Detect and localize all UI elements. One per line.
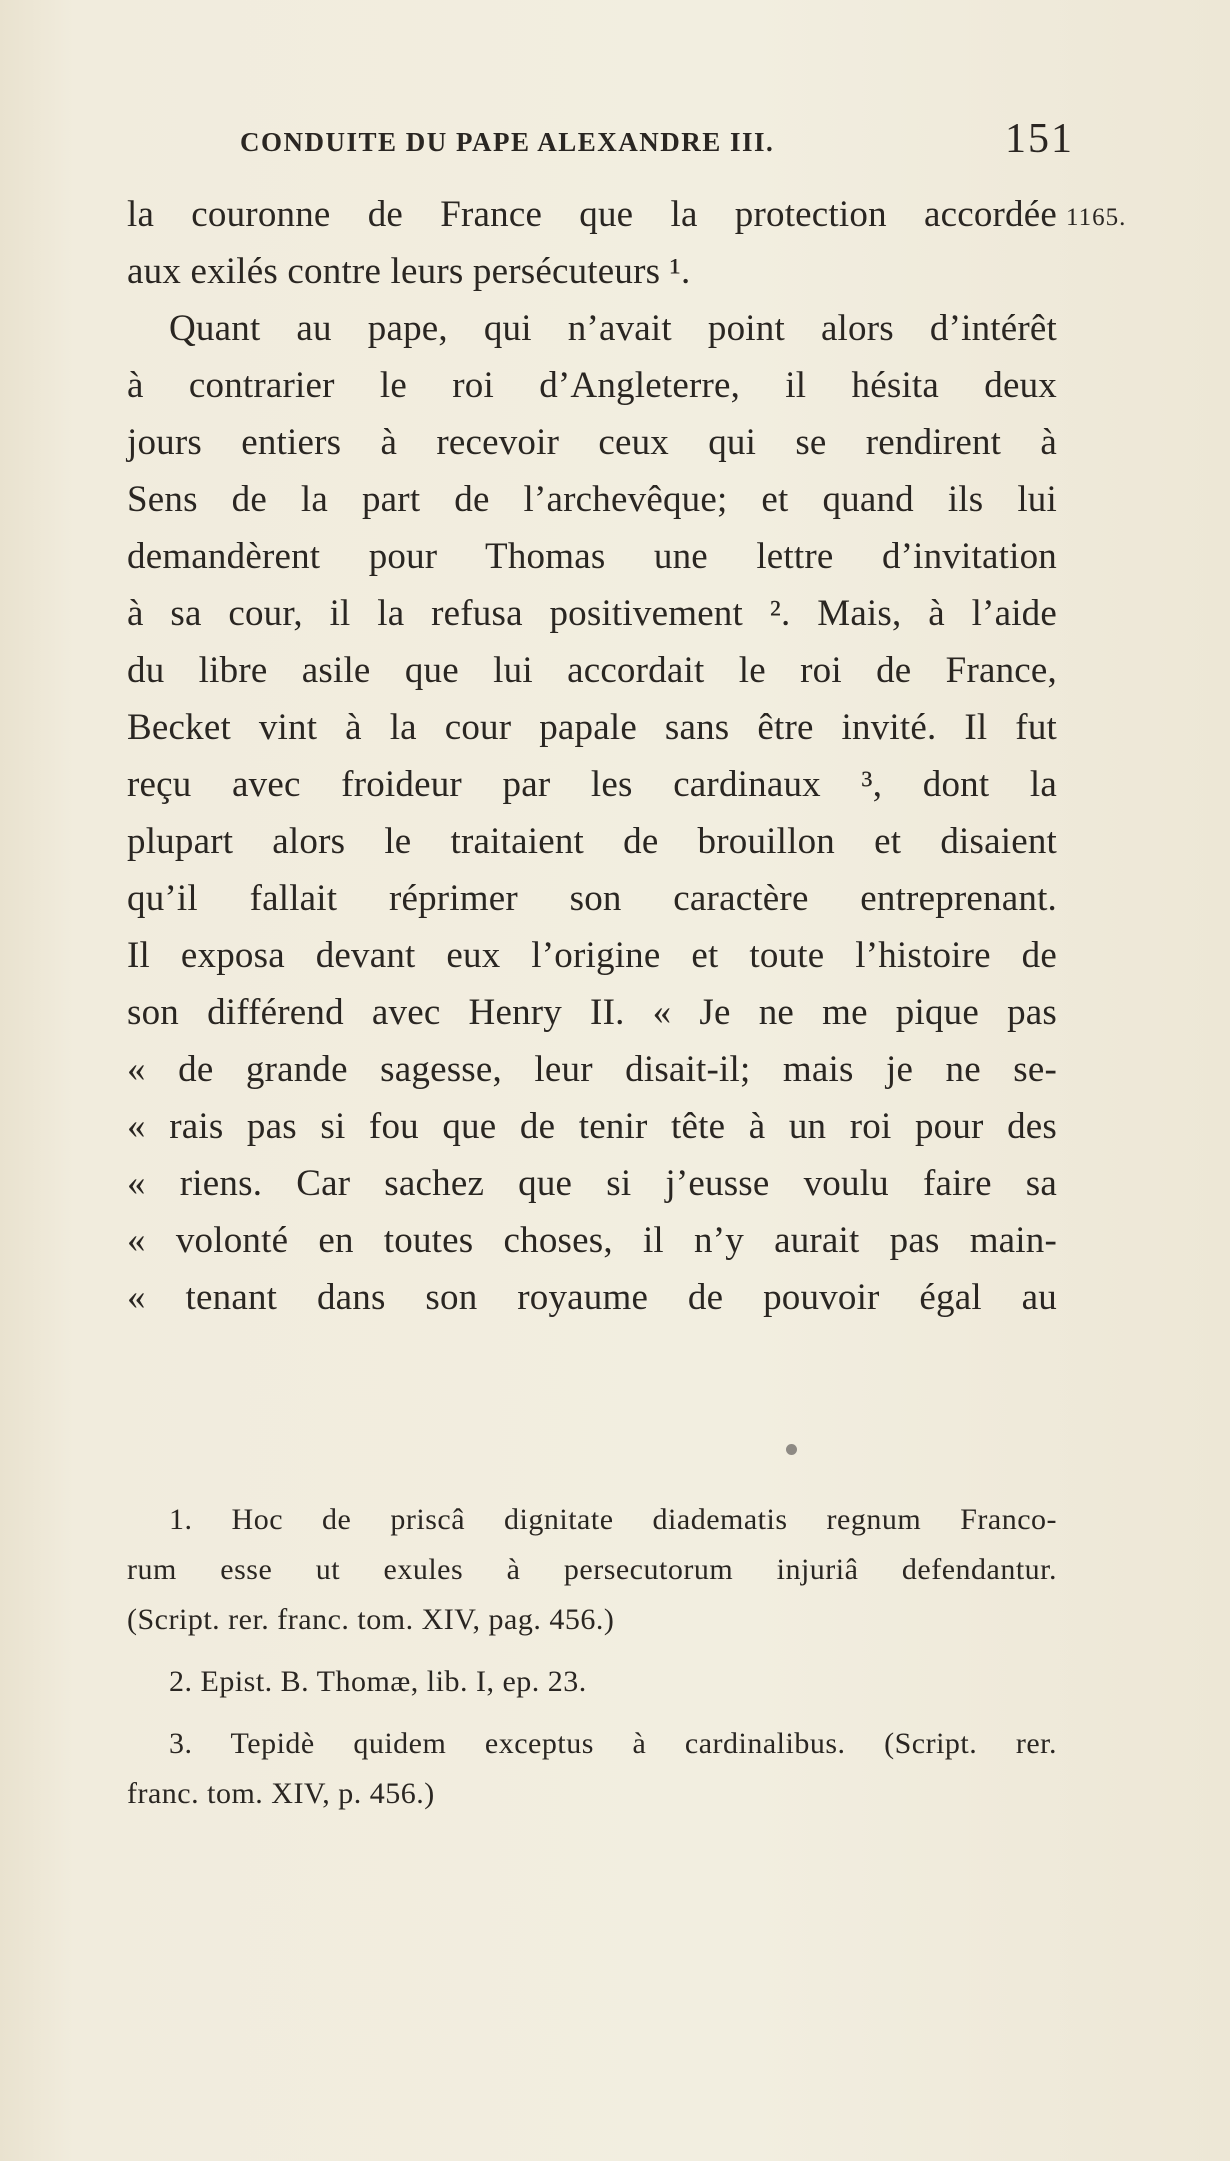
footnote-line: 1. Hoc de priscâ dignitate diadematis regnum Franco- bbox=[169, 1503, 1057, 1536]
body-line: à contrarier le roi d’Angleterre, il hésita deux bbox=[127, 365, 1057, 406]
body-line: Il exposa devant eux l’origine et toute l’histoire de bbox=[127, 935, 1057, 976]
margin-year: 1165. bbox=[1066, 204, 1127, 231]
body-line: qu’il fallait réprimer son caractère entreprenant. bbox=[127, 878, 1057, 919]
footnote-line: 2. Epist. B. Thomæ, lib. I, ep. 23. bbox=[169, 1665, 587, 1698]
body-line: la couronne de France que la protection accordée bbox=[127, 194, 1057, 235]
running-head bbox=[240, 116, 1074, 165]
body-line: Becket vint à la cour papale sans être invité. Il fut bbox=[127, 707, 1057, 748]
body-line: « riens. Car sachez que si j’eusse voulu faire sa bbox=[127, 1163, 1057, 1204]
body-line: Quant au pape, qui n’avait point alors d’intérêt bbox=[169, 308, 1057, 349]
body-text bbox=[127, 186, 1057, 1326]
body-line: demandèrent pour Thomas une lettre d’invitation bbox=[127, 536, 1057, 577]
footnote-2 bbox=[127, 1657, 1057, 1707]
body-line: à sa cour, il la refusa positivement ². Mais, à l’aide bbox=[127, 593, 1057, 634]
body-line: « de grande sagesse, leur disait-il; mais je ne se- bbox=[127, 1049, 1057, 1090]
footnote-line: (Script. rer. franc. tom. XIV, pag. 456.) bbox=[127, 1603, 615, 1636]
footnote-1 bbox=[127, 1495, 1057, 1645]
body-line: du libre asile que lui accordait le roi de France, bbox=[127, 650, 1057, 691]
running-title: CONDUITE DU PAPE ALEXANDRE III. bbox=[240, 127, 775, 157]
footnote-line: franc. tom. XIV, p. 456.) bbox=[127, 1777, 435, 1810]
ink-dot-mark bbox=[786, 1444, 797, 1455]
footnotes bbox=[127, 1495, 1057, 1819]
footnote-line: rum esse ut exules à persecutorum injuriâ defendantur. bbox=[127, 1553, 1057, 1586]
body-line: plupart alors le traitaient de brouillon et disaient bbox=[127, 821, 1057, 862]
footnote-line: 3. Tepidè quidem exceptus à cardinalibus. (Script. rer. bbox=[169, 1727, 1057, 1760]
body-line: « tenant dans son royaume de pouvoir égal au bbox=[127, 1277, 1057, 1318]
body-line: Sens de la part de l’archevêque; et quand ils lui bbox=[127, 479, 1057, 520]
body-line: son différend avec Henry II. « Je ne me pique pas bbox=[127, 992, 1057, 1033]
body-line: aux exilés contre leurs persécuteurs ¹. bbox=[127, 251, 691, 292]
body-line: reçu avec froideur par les cardinaux ³, dont la bbox=[127, 764, 1057, 805]
body-line: « volonté en toutes choses, il n’y aurait pas main- bbox=[127, 1220, 1057, 1261]
page-number: 151 bbox=[1005, 116, 1074, 162]
body-line: jours entiers à recevoir ceux qui se rendirent à bbox=[127, 422, 1057, 463]
footnote-3 bbox=[127, 1719, 1057, 1819]
body-line: « rais pas si fou que de tenir tête à un roi pour des bbox=[127, 1106, 1057, 1147]
